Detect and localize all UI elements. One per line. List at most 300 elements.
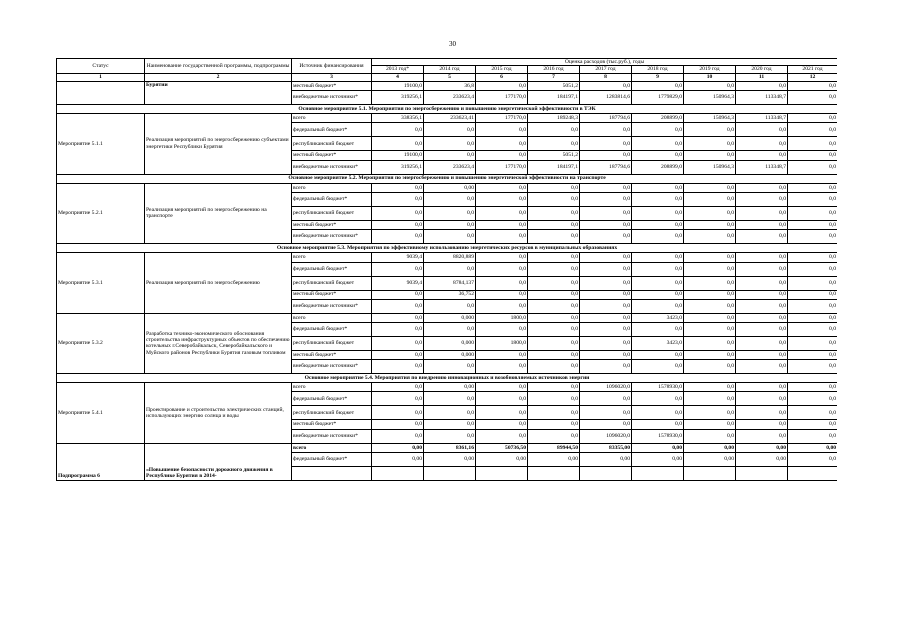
source-cell: федеральный бюджет* [292,392,372,406]
value-cell: 0,0 [528,406,580,420]
value-cell: 0,0 [476,220,528,229]
value-cell: 338356,1 [372,114,424,123]
value-cell: 113348,7 [736,91,788,105]
header-year: 2018 год [632,66,684,73]
value-cell: 0,0 [736,123,788,137]
value-cell: 0,0 [788,192,838,206]
value-cell: 0,0 [528,290,580,299]
value-cell: 208899,0 [632,114,684,123]
value-cell: 0,0 [684,383,736,392]
value-cell: 0,0 [684,360,736,374]
table-row [57,313,838,322]
value-cell: 19100,0 [372,81,424,90]
value-cell: 0,00 [736,443,788,452]
value-cell: 0,0 [632,299,684,313]
value-cell: 0,0 [580,336,632,350]
value-cell: 0,0 [788,220,838,229]
value-cell: 0,0 [528,313,580,322]
value-cell: 0,0 [736,290,788,299]
value-cell [684,466,736,480]
value-cell: 0,0 [580,206,632,220]
source-cell: внебюджетные источники* [292,91,372,105]
status-cell: Мероприятие 5.3.1 [57,253,145,313]
value-cell: 0,0 [788,206,838,220]
value-cell: 0,0 [372,183,424,192]
value-cell: 0,0 [580,123,632,137]
source-cell: местный бюджет* [292,420,372,429]
value-cell: 0,0 [580,299,632,313]
value-cell: 0,0 [372,406,424,420]
value-cell: 0,0 [684,151,736,160]
value-cell: 0,0 [372,383,424,392]
value-cell: 0,0 [684,137,736,151]
value-cell: 0,0 [476,192,528,206]
value-cell: 0,00 [632,452,684,466]
value-cell: 0,0 [684,206,736,220]
header-index-cell: 6 [476,73,528,81]
value-cell: 1578930,0 [632,383,684,392]
value-cell: 0,0 [788,230,838,244]
value-cell: 0,0 [788,137,838,151]
value-cell: 0,0 [580,392,632,406]
value-cell: 0,0 [580,290,632,299]
value-cell: 0,0 [372,230,424,244]
value-cell: 0,0 [476,322,528,336]
header-index-cell: 2 [145,73,292,81]
value-cell: 177170,0 [476,114,528,123]
header-index-cell: 7 [528,73,580,81]
value-cell: 0,0 [788,253,838,262]
value-cell: 0,0 [580,151,632,160]
value-cell: 1800,0 [476,313,528,322]
value-cell: 0,0 [476,276,528,290]
value-cell: 36,8 [424,81,476,90]
value-cell: 0,0 [788,452,838,466]
value-cell: 0,00 [788,443,838,452]
value-cell: 0,0 [788,151,838,160]
value-cell: 0,0 [476,406,528,420]
value-cell: 0,0 [788,392,838,406]
value-cell: 0,0 [476,230,528,244]
value-cell: 0,0 [736,183,788,192]
value-cell: 0,0 [528,206,580,220]
value-cell: 0,0 [736,392,788,406]
value-cell: 150964,3 [684,160,736,174]
value-cell: 0,0 [424,262,476,276]
value-cell: 0,0 [528,429,580,443]
value-cell: 0,0 [684,262,736,276]
header-index-cell: 12 [788,73,838,81]
value-cell: 0,0 [580,253,632,262]
value-cell: 0,0 [632,123,684,137]
value-cell: 0,0 [528,262,580,276]
value-cell: 0,0 [684,406,736,420]
page-number: 30 [449,40,456,48]
value-cell: 0,0 [632,276,684,290]
table-row [57,114,838,123]
value-cell: 89944,50 [528,443,580,452]
header-year: 2017 год [580,66,632,73]
header-source: Источник финансирования [292,59,372,74]
section-row [57,174,838,183]
value-cell: 0,0 [372,420,424,429]
source-cell: внебюджетные источники* [292,429,372,443]
value-cell: 0,0 [476,137,528,151]
table-row [57,253,838,262]
value-cell: 0,0 [788,290,838,299]
value-cell: 0,0 [788,313,838,322]
value-cell: 177170,0 [476,91,528,105]
value-cell [788,466,838,480]
value-cell: 0,0 [424,360,476,374]
value-cell: 0,0 [788,420,838,429]
value-cell: 0,0 [580,406,632,420]
value-cell: 0,0 [736,299,788,313]
value-cell: 0,0 [372,262,424,276]
value-cell [424,466,476,480]
value-cell: 1096020,0 [580,383,632,392]
value-cell: 0,0 [788,183,838,192]
source-cell: федеральный бюджет* [292,322,372,336]
value-cell: 0,0 [580,81,632,90]
value-cell: 0,0 [736,336,788,350]
source-cell: местный бюджет* [292,350,372,359]
value-cell: 0,0 [580,350,632,359]
value-cell: 0,00 [736,452,788,466]
budget-table [56,58,837,481]
value-cell: 0,0 [788,336,838,350]
source-cell: всего [292,114,372,123]
source-cell: всего [292,383,372,392]
value-cell: 0,00 [684,452,736,466]
value-cell: 0,0 [580,313,632,322]
value-cell: 0,0 [632,392,684,406]
value-cell: 0,0 [736,420,788,429]
value-cell: 0,0 [632,192,684,206]
value-cell: 9039,4 [372,276,424,290]
value-cell: 0,0 [684,220,736,229]
value-cell: 0,0 [372,392,424,406]
value-cell: 0,0 [528,350,580,359]
value-cell: 0,0 [788,81,838,90]
value-cell: 0,0 [372,429,424,443]
value-cell: 233623,4 [424,160,476,174]
value-cell: 0,0 [580,220,632,229]
table-row [57,383,838,392]
value-cell: 0,00 [632,443,684,452]
value-cell: 5051,2 [528,151,580,160]
value-cell: 0,0 [528,392,580,406]
value-cell: 0,0 [372,220,424,229]
header-index-cell: 8 [580,73,632,81]
section-title: Основное мероприятие 5.4. Мероприятия по внедрению инновационных и возобновляемых источников энергии [57,374,838,383]
section-title: Основное мероприятие 5.2. Мероприятия по энергосбережению и повышению энергетической эффективности на транспорте [57,174,838,183]
program-cell: Разработка технико-экономического обоснования строительства инфраструктурных объектов по обеспечению котельных г.Северобайкальск, Северобайкальского и Муйского районов Республики Бурятия газовым топливом [145,313,292,373]
status-cell: Подпрограмма 6 [57,443,145,480]
program-cell: Бурятии [145,81,292,104]
value-cell: 0,0 [580,322,632,336]
value-cell: 177170,0 [476,160,528,174]
value-cell: 0,0 [788,322,838,336]
header-year: 2016 год [528,66,580,73]
value-cell: 0,0 [632,406,684,420]
source-cell: местный бюджет* [292,290,372,299]
value-cell: 0,0 [736,206,788,220]
value-cell: 0,0 [528,276,580,290]
value-cell: 0,0 [476,262,528,276]
value-cell: 0,0 [528,299,580,313]
value-cell: 0,0 [372,192,424,206]
value-cell: 0,0 [788,114,838,123]
value-cell: 36,752 [424,290,476,299]
value-cell: 0,0 [476,290,528,299]
value-cell: 0,0 [684,276,736,290]
header-index-cell: 10 [684,73,736,81]
value-cell: 0,0 [372,322,424,336]
value-cell: 150964,3 [684,114,736,123]
table-row [57,183,838,192]
value-cell: 187794,6 [580,160,632,174]
value-cell: 0,0 [424,206,476,220]
value-cell: 8784,137 [424,276,476,290]
value-cell: 0,0 [684,192,736,206]
value-cell: 0,0 [580,137,632,151]
value-cell: 0,0 [736,406,788,420]
value-cell: 0,0 [684,336,736,350]
table-row [57,443,838,452]
value-cell [528,466,580,480]
value-cell: 3423,0 [632,313,684,322]
value-cell: 0,000 [424,313,476,322]
value-cell: 0,0 [528,336,580,350]
value-cell: 0,0 [476,206,528,220]
value-cell: 0,0 [684,392,736,406]
value-cell: 0,0 [476,383,528,392]
value-cell: 0,0 [684,290,736,299]
value-cell: 0,0 [736,151,788,160]
value-cell: 0,0 [736,383,788,392]
header-status: Статус [57,59,145,74]
value-cell: 0,00 [424,452,476,466]
value-cell: 0,0 [528,383,580,392]
section-title: Основное мероприятие 5.3. Мероприятия по эффективному использованию энергетических ресурсов в муниципальных образованиях [57,244,838,253]
status-cell: Мероприятие 5.2.1 [57,183,145,243]
value-cell: 184197,1 [528,91,580,105]
source-cell: федеральный бюджет* [292,262,372,276]
value-cell: 0,0 [632,360,684,374]
value-cell: 0,0 [632,253,684,262]
value-cell: 0,0 [632,350,684,359]
value-cell: 0,0 [528,220,580,229]
value-cell: 0,0 [476,183,528,192]
value-cell: 0,0 [632,206,684,220]
value-cell: 0,00 [424,383,476,392]
program-cell: Реализация мероприятий по энергосбережению субъектами энергетики Республики Бурятия [145,114,292,174]
header-index-cell: 1 [57,73,145,81]
value-cell: 0,0 [528,183,580,192]
value-cell: 0,0 [476,299,528,313]
value-cell: 3423,0 [632,336,684,350]
value-cell: 0,0 [632,290,684,299]
value-cell: 0,0 [632,322,684,336]
value-cell: 8361,16 [424,443,476,452]
value-cell: 0,0 [528,192,580,206]
value-cell: 0,0 [424,420,476,429]
value-cell: 0,0 [424,299,476,313]
value-cell: 0,0 [372,336,424,350]
value-cell: 0,0 [632,137,684,151]
value-cell: 0,00 [372,452,424,466]
header-year: 2014 год [424,66,476,73]
value-cell: 0,0 [528,420,580,429]
value-cell: 0,0 [788,91,838,105]
program-cell: Проектирование и строительство электрических станций, использующих энергию солнца и воды [145,383,292,443]
value-cell: 0,0 [788,406,838,420]
value-cell: 0,0 [736,192,788,206]
section-row [57,105,838,114]
value-cell: 233623,41 [424,114,476,123]
value-cell: 0,00 [580,452,632,466]
value-cell: 0,0 [476,151,528,160]
header-index-cell: 5 [424,73,476,81]
value-cell: 0,0 [736,220,788,229]
value-cell: 0,000 [424,350,476,359]
value-cell: 0,0 [736,253,788,262]
source-cell: республиканский бюджет [292,137,372,151]
value-cell: 233623,4 [424,91,476,105]
source-cell: республиканский бюджет [292,276,372,290]
value-cell [632,466,684,480]
value-cell: 0,0 [580,262,632,276]
value-cell: 0,0 [424,151,476,160]
source-cell: всего [292,443,372,452]
value-cell: 0,0 [684,183,736,192]
budget-table-container [56,58,837,580]
header-index-cell: 9 [632,73,684,81]
value-cell: 0,0 [736,262,788,276]
value-cell: 0,0 [528,360,580,374]
value-cell: 0,0 [424,220,476,229]
value-cell: 0,0 [372,299,424,313]
value-cell: 0,0 [476,392,528,406]
value-cell: 0,0 [424,230,476,244]
value-cell: 1800,0 [476,336,528,350]
value-cell: 0,0 [580,420,632,429]
value-cell: 0,0 [736,81,788,90]
program-cell: Реализация мероприятий по энергосбережению на транспорте [145,183,292,243]
status-cell: Мероприятие 5.1.1 [57,114,145,174]
header-index-cell: 4 [372,73,424,81]
source-cell: всего [292,183,372,192]
value-cell [580,466,632,480]
value-cell: 0,0 [424,392,476,406]
value-cell: 0,0 [372,360,424,374]
value-cell: 0,0 [476,81,528,90]
value-cell: 0,0 [372,123,424,137]
value-cell: 319256,1 [372,160,424,174]
value-cell: 0,0 [528,253,580,262]
value-cell: 0,0 [476,360,528,374]
value-cell: 0,0 [372,137,424,151]
source-cell [292,466,372,480]
source-cell: местный бюджет* [292,220,372,229]
value-cell: 0,0 [632,420,684,429]
value-cell: 0,0 [788,360,838,374]
value-cell: 0,0 [632,230,684,244]
value-cell: 0,0 [684,350,736,359]
value-cell: 0,0 [684,429,736,443]
value-cell: 0,0 [788,160,838,174]
value-cell: 0,0 [736,230,788,244]
value-cell: 113348,7 [736,160,788,174]
value-cell: 0,0 [684,123,736,137]
value-cell: 83355,00 [580,443,632,452]
source-cell: местный бюджет* [292,81,372,90]
value-cell: 19100,0 [372,151,424,160]
value-cell: 0,00 [684,443,736,452]
value-cell: 208899,0 [632,160,684,174]
value-cell: 0,0 [476,123,528,137]
value-cell: 0,0 [788,299,838,313]
value-cell: 0,0 [424,429,476,443]
section-row [57,244,838,253]
value-cell: 0,0 [424,123,476,137]
value-cell: 0,0 [736,322,788,336]
value-cell: 0,0 [580,230,632,244]
value-cell: 5051,2 [528,81,580,90]
source-cell: всего [292,313,372,322]
value-cell: 0,0 [372,290,424,299]
status-cell: Мероприятие 5.4.1 [57,383,145,443]
value-cell: 0,0 [476,253,528,262]
value-cell: 0,0 [736,350,788,359]
source-cell: внебюджетные источники* [292,299,372,313]
value-cell: 0,0 [476,429,528,443]
section-title: Основное мероприятие 5.1. Мероприятия по энергосбережению и повышению энергетической эффективности в ТЭК [57,105,838,114]
value-cell: 0,0 [580,192,632,206]
source-cell: местный бюджет* [292,151,372,160]
value-cell: 1578930,0 [632,429,684,443]
header-year: 2013 год* [372,66,424,73]
header-year: 2015 год [476,66,528,73]
value-cell: 0,0 [684,299,736,313]
header-index-cell: 11 [736,73,788,81]
value-cell: 0,00 [424,183,476,192]
value-cell: 0,0 [788,262,838,276]
value-cell: 0,0 [788,123,838,137]
value-cell: 0,0 [424,322,476,336]
value-cell: 50736,50 [476,443,528,452]
value-cell: 0,0 [372,313,424,322]
value-cell: 8820,889 [424,253,476,262]
value-cell: 0,0 [372,206,424,220]
source-cell: внебюджетные источники* [292,230,372,244]
source-cell: республиканский бюджет [292,406,372,420]
value-cell: 0,0 [580,360,632,374]
program-cell: Реализация мероприятий по энергосбережению [145,253,292,313]
value-cell: 0,0 [424,137,476,151]
status-cell: Мероприятие 5.3.2 [57,313,145,373]
value-cell: 1283814,6 [580,91,632,105]
value-cell: 319256,1 [372,91,424,105]
header-estimate: Оценка расходов (тыс.руб.), годы [372,59,838,66]
value-cell: 0,0 [736,313,788,322]
value-cell: 0,0 [788,383,838,392]
value-cell: 0,0 [632,183,684,192]
value-cell [372,466,424,480]
value-cell: 0,0 [372,350,424,359]
value-cell: 0,0 [684,253,736,262]
